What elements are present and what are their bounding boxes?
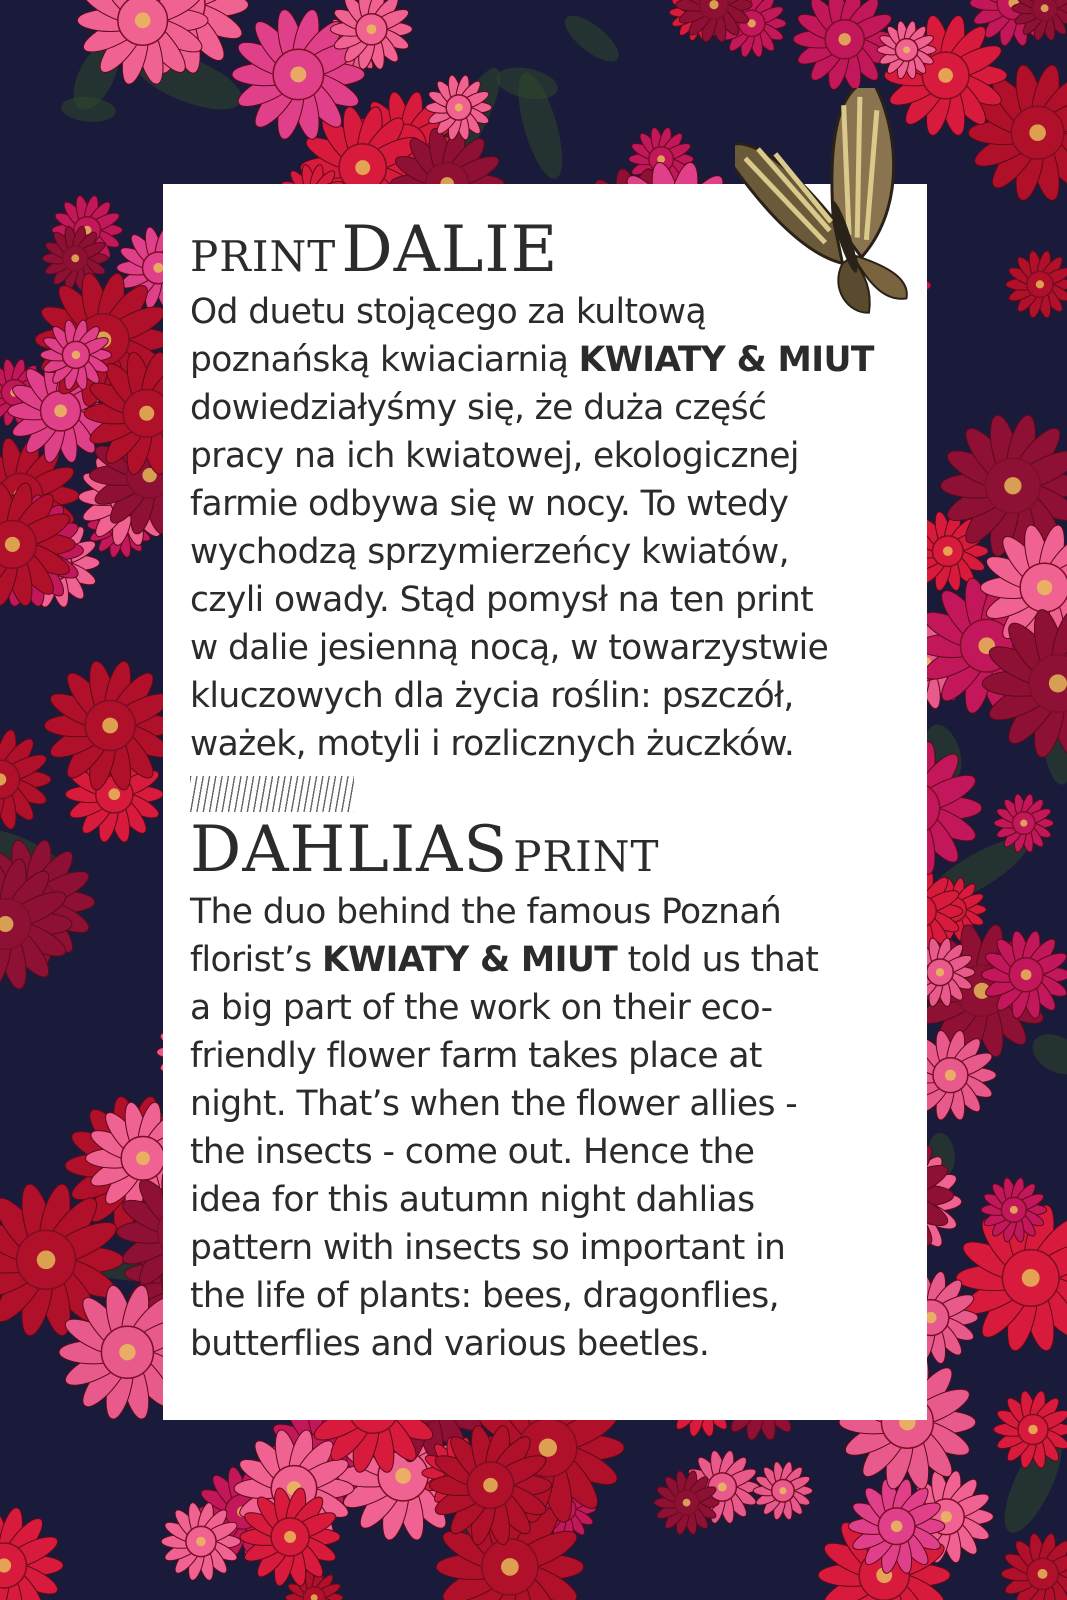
dahlia-flower	[753, 1461, 812, 1521]
text-segment: w dalie jesienną nocą, w towarzystwie	[190, 628, 829, 668]
text-segment: farmie odbywa się w nocy. To wtedy	[190, 484, 789, 524]
polish-text-line	[190, 384, 907, 432]
dahlia-flower	[0, 1506, 63, 1600]
polish-text-line	[190, 576, 907, 624]
hatch-divider	[190, 776, 354, 812]
butterfly-icon	[735, 88, 935, 328]
english-heading	[190, 813, 907, 887]
english-text-line	[190, 1080, 907, 1128]
dahlia-flower	[1006, 250, 1067, 319]
polish-text-line	[190, 336, 907, 384]
text-segment: The duo behind the famous Poznań	[190, 892, 782, 932]
english-text-line	[190, 888, 907, 936]
text-segment: dowiedziałyśmy się, że duża część	[190, 388, 767, 428]
brand-name: KWIATY & MIUT	[578, 340, 874, 380]
dahlia-flower	[793, 0, 896, 91]
text-segment: florist’s	[190, 940, 323, 980]
text-segment: poznańską kwiaciarnią	[190, 340, 579, 380]
dahlia-flower	[994, 1390, 1067, 1470]
english-text-line	[190, 1032, 907, 1080]
english-text-line	[190, 1128, 907, 1176]
polish-heading-print: PRINT	[190, 232, 337, 281]
brand-name: KWIATY & MIUT	[322, 940, 618, 980]
text-segment: pattern with insects so important in	[190, 1228, 786, 1268]
dahlia-flower	[1001, 1532, 1067, 1600]
polish-text-line	[190, 720, 907, 768]
polish-paragraph	[190, 288, 907, 768]
text-segment: wychodzą sprzymierzeńcy kwiatów,	[190, 532, 789, 572]
text-segment: the insects - come out. Hence the	[190, 1132, 755, 1172]
english-heading-dahlias: DAHLIAS	[190, 813, 509, 887]
text-segment: friendly flower farm takes place at	[190, 1036, 762, 1076]
english-heading-print: PRINT	[513, 832, 660, 881]
text-segment: pracy na ich kwiatowej, ekologicznej	[190, 436, 799, 476]
english-text-line	[190, 936, 907, 984]
text-segment: a big part of the work on their eco-	[190, 988, 773, 1028]
text-segment: Od duetu stojącego za kultową	[190, 292, 707, 332]
text-segment: told us that	[617, 940, 819, 980]
polish-text-line	[190, 672, 907, 720]
text-segment: czyli owady. Stąd pomysł na ten print	[190, 580, 814, 620]
english-text-line	[190, 1176, 907, 1224]
text-segment: butterflies and various beetles.	[190, 1324, 710, 1364]
text-segment: idea for this autumn night dahlias	[190, 1180, 755, 1220]
text-card	[163, 184, 927, 1420]
text-segment: kluczowych dla życia roślin: pszczół,	[190, 676, 794, 716]
text-segment: ważek, motyli i rozlicznych żuczków.	[190, 724, 795, 764]
polish-text-line	[190, 432, 907, 480]
polish-text-line	[190, 528, 907, 576]
english-text-line	[190, 1272, 907, 1320]
english-paragraph	[190, 888, 907, 1368]
english-text-line	[190, 1224, 907, 1272]
dahlia-flower	[0, 728, 51, 831]
polish-text-line	[190, 480, 907, 528]
polish-text-line	[190, 624, 907, 672]
text-segment: night. That’s when the flower allies -	[190, 1084, 798, 1124]
polish-heading-dalie: DALIE	[341, 213, 559, 287]
text-segment: the life of plants: bees, dragonflies,	[190, 1276, 779, 1316]
english-text-line	[190, 984, 907, 1032]
english-text-line	[190, 1320, 907, 1368]
